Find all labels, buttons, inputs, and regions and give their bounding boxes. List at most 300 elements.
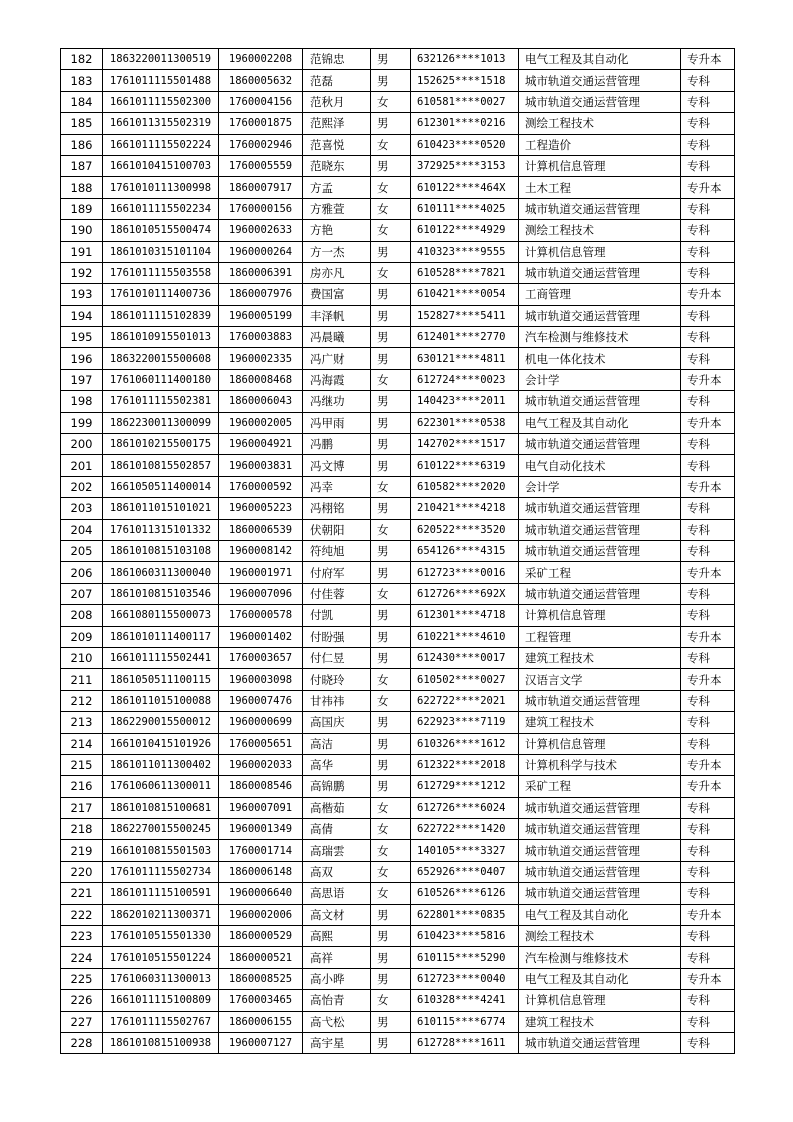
student-name-cell: 甘祎祎 <box>303 690 371 711</box>
student-number-cell: 1960002005 <box>219 412 303 433</box>
row-index-cell: 207 <box>61 583 103 604</box>
major-cell: 工程造价 <box>519 134 681 155</box>
student-number-cell: 1960002335 <box>219 348 303 369</box>
education-level-cell: 专科 <box>681 327 735 348</box>
major-cell: 计算机科学与技术 <box>519 754 681 775</box>
education-level-cell: 专升本 <box>681 754 735 775</box>
education-level-cell: 专升本 <box>681 284 735 305</box>
row-index-cell: 204 <box>61 519 103 540</box>
exam-number-cell: 1862290015500012 <box>103 712 219 733</box>
gender-cell: 男 <box>371 562 411 583</box>
exam-number-cell: 1761010515501224 <box>103 947 219 968</box>
student-number-cell: 1760003657 <box>219 647 303 668</box>
student-name-cell: 高倩 <box>303 819 371 840</box>
major-cell: 建筑工程技术 <box>519 647 681 668</box>
table-row <box>61 968 735 989</box>
student-name-cell: 高小晔 <box>303 968 371 989</box>
student-number-cell: 1960005199 <box>219 305 303 326</box>
gender-cell: 男 <box>371 155 411 176</box>
student-name-cell: 费国富 <box>303 284 371 305</box>
table-row <box>61 990 735 1011</box>
major-cell: 计算机信息管理 <box>519 990 681 1011</box>
table-row <box>61 70 735 91</box>
student-number-cell: 1960007096 <box>219 583 303 604</box>
gender-cell: 男 <box>371 733 411 754</box>
table-row <box>61 262 735 283</box>
major-cell: 汉语言文学 <box>519 669 681 690</box>
student-number-cell: 1760004156 <box>219 91 303 112</box>
row-index-cell: 222 <box>61 904 103 925</box>
table-row <box>61 241 735 262</box>
id-number-cell: 622801****0835 <box>411 904 519 925</box>
row-index-cell: 225 <box>61 968 103 989</box>
exam-number-cell: 1861010515500474 <box>103 220 219 241</box>
major-cell: 采矿工程 <box>519 776 681 797</box>
row-index-cell: 212 <box>61 690 103 711</box>
education-level-cell: 专科 <box>681 797 735 818</box>
row-index-cell: 208 <box>61 605 103 626</box>
gender-cell: 女 <box>371 91 411 112</box>
student-number-cell: 1760003465 <box>219 990 303 1011</box>
major-cell: 城市轨道交通运营管理 <box>519 70 681 91</box>
gender-cell: 女 <box>371 262 411 283</box>
student-name-cell: 范晓东 <box>303 155 371 176</box>
exam-number-cell: 1863220011300519 <box>103 49 219 70</box>
table-row <box>61 498 735 519</box>
student-name-cell: 冯栩铭 <box>303 498 371 519</box>
student-name-cell: 冯鹏 <box>303 434 371 455</box>
gender-cell: 男 <box>371 926 411 947</box>
table-row <box>61 327 735 348</box>
student-number-cell: 1960005223 <box>219 498 303 519</box>
major-cell: 测绘工程技术 <box>519 926 681 947</box>
row-index-cell: 215 <box>61 754 103 775</box>
row-index-cell: 203 <box>61 498 103 519</box>
education-level-cell: 专科 <box>681 220 735 241</box>
gender-cell: 男 <box>371 947 411 968</box>
row-index-cell: 187 <box>61 155 103 176</box>
table-row <box>61 220 735 241</box>
table-row <box>61 113 735 134</box>
exam-number-cell: 1862270015500245 <box>103 819 219 840</box>
table-row <box>61 733 735 754</box>
major-cell: 城市轨道交通运营管理 <box>519 861 681 882</box>
student-name-cell: 冯海霞 <box>303 369 371 390</box>
gender-cell: 男 <box>371 626 411 647</box>
row-index-cell: 195 <box>61 327 103 348</box>
major-cell: 建筑工程技术 <box>519 1011 681 1032</box>
education-level-cell: 专科 <box>681 605 735 626</box>
education-level-cell: 专科 <box>681 840 735 861</box>
major-cell: 测绘工程技术 <box>519 113 681 134</box>
education-level-cell: 专科 <box>681 113 735 134</box>
education-level-cell: 专科 <box>681 583 735 604</box>
student-name-cell: 范熙泽 <box>303 113 371 134</box>
id-number-cell: 610423****5816 <box>411 926 519 947</box>
gender-cell: 女 <box>371 797 411 818</box>
exam-number-cell: 1861010815100681 <box>103 797 219 818</box>
exam-number-cell: 1761010111400736 <box>103 284 219 305</box>
student-list-table <box>60 48 735 1054</box>
student-number-cell: 1760005651 <box>219 733 303 754</box>
id-number-cell: 610221****4610 <box>411 626 519 647</box>
major-cell: 城市轨道交通运营管理 <box>519 840 681 861</box>
education-level-cell: 专科 <box>681 861 735 882</box>
table-row <box>61 926 735 947</box>
major-cell: 计算机信息管理 <box>519 733 681 754</box>
row-index-cell: 223 <box>61 926 103 947</box>
education-level-cell: 专升本 <box>681 626 735 647</box>
exam-number-cell: 1861010915501013 <box>103 327 219 348</box>
table-row <box>61 177 735 198</box>
exam-number-cell: 1861011115100591 <box>103 883 219 904</box>
student-name-cell: 付府军 <box>303 562 371 583</box>
id-number-cell: 620522****3520 <box>411 519 519 540</box>
education-level-cell: 专升本 <box>681 49 735 70</box>
id-number-cell: 140105****3327 <box>411 840 519 861</box>
major-cell: 电气自动化技术 <box>519 455 681 476</box>
row-index-cell: 220 <box>61 861 103 882</box>
major-cell: 城市轨道交通运营管理 <box>519 198 681 219</box>
exam-number-cell: 1861010815502857 <box>103 455 219 476</box>
table-row <box>61 712 735 733</box>
exam-number-cell: 1761011315101332 <box>103 519 219 540</box>
student-number-cell: 1960003831 <box>219 455 303 476</box>
student-name-cell: 范喜悦 <box>303 134 371 155</box>
student-name-cell: 高锦鹏 <box>303 776 371 797</box>
id-number-cell: 612726****6024 <box>411 797 519 818</box>
exam-number-cell: 1861011015101021 <box>103 498 219 519</box>
student-name-cell: 方一杰 <box>303 241 371 262</box>
education-level-cell: 专科 <box>681 155 735 176</box>
exam-number-cell: 1861050511100115 <box>103 669 219 690</box>
student-name-cell: 高华 <box>303 754 371 775</box>
table-row <box>61 904 735 925</box>
row-index-cell: 218 <box>61 819 103 840</box>
student-name-cell: 高怡青 <box>303 990 371 1011</box>
row-index-cell: 198 <box>61 391 103 412</box>
student-number-cell: 1760002946 <box>219 134 303 155</box>
exam-number-cell: 1761010515501330 <box>103 926 219 947</box>
table-row <box>61 348 735 369</box>
table-row <box>61 412 735 433</box>
exam-number-cell: 1861060311300040 <box>103 562 219 583</box>
gender-cell: 男 <box>371 1032 411 1053</box>
gender-cell: 女 <box>371 669 411 690</box>
row-index-cell: 196 <box>61 348 103 369</box>
education-level-cell: 专科 <box>681 262 735 283</box>
table-row <box>61 840 735 861</box>
table-row <box>61 647 735 668</box>
table-row <box>61 947 735 968</box>
education-level-cell: 专科 <box>681 926 735 947</box>
student-number-cell: 1960000264 <box>219 241 303 262</box>
student-number-cell: 1960002208 <box>219 49 303 70</box>
gender-cell: 女 <box>371 861 411 882</box>
gender-cell: 男 <box>371 284 411 305</box>
table-row <box>61 605 735 626</box>
student-name-cell: 方孟 <box>303 177 371 198</box>
major-cell: 城市轨道交通运营管理 <box>519 540 681 561</box>
row-index-cell: 213 <box>61 712 103 733</box>
row-index-cell: 193 <box>61 284 103 305</box>
id-number-cell: 610502****0027 <box>411 669 519 690</box>
major-cell: 会计学 <box>519 476 681 497</box>
table-row <box>61 583 735 604</box>
student-name-cell: 伏朝阳 <box>303 519 371 540</box>
table-row <box>61 155 735 176</box>
table-row <box>61 91 735 112</box>
id-number-cell: 612301****0216 <box>411 113 519 134</box>
gender-cell: 女 <box>371 220 411 241</box>
exam-number-cell: 1861010315101104 <box>103 241 219 262</box>
row-index-cell: 182 <box>61 49 103 70</box>
id-number-cell: 630121****4811 <box>411 348 519 369</box>
exam-number-cell: 1661011115502224 <box>103 134 219 155</box>
student-name-cell: 冯文博 <box>303 455 371 476</box>
major-cell: 汽车检测与维修技术 <box>519 327 681 348</box>
student-name-cell: 付凯 <box>303 605 371 626</box>
student-number-cell: 1760005559 <box>219 155 303 176</box>
student-name-cell: 高熙 <box>303 926 371 947</box>
gender-cell: 男 <box>371 412 411 433</box>
id-number-cell: 610122****464X <box>411 177 519 198</box>
row-index-cell: 205 <box>61 540 103 561</box>
table-row <box>61 455 735 476</box>
student-name-cell: 高文材 <box>303 904 371 925</box>
student-name-cell: 冯甲雨 <box>303 412 371 433</box>
gender-cell: 男 <box>371 49 411 70</box>
id-number-cell: 612726****692X <box>411 583 519 604</box>
table-row <box>61 305 735 326</box>
major-cell: 城市轨道交通运营管理 <box>519 391 681 412</box>
row-index-cell: 201 <box>61 455 103 476</box>
gender-cell: 女 <box>371 476 411 497</box>
id-number-cell: 612728****1611 <box>411 1032 519 1053</box>
id-number-cell: 652926****0407 <box>411 861 519 882</box>
row-index-cell: 192 <box>61 262 103 283</box>
education-level-cell: 专科 <box>681 990 735 1011</box>
table-row <box>61 776 735 797</box>
row-index-cell: 190 <box>61 220 103 241</box>
exam-number-cell: 1761011115502767 <box>103 1011 219 1032</box>
id-number-cell: 622722****1420 <box>411 819 519 840</box>
row-index-cell: 216 <box>61 776 103 797</box>
exam-number-cell: 1861010815100938 <box>103 1032 219 1053</box>
row-index-cell: 209 <box>61 626 103 647</box>
row-index-cell: 227 <box>61 1011 103 1032</box>
gender-cell: 女 <box>371 519 411 540</box>
id-number-cell: 612430****0017 <box>411 647 519 668</box>
gender-cell: 男 <box>371 455 411 476</box>
education-level-cell: 专科 <box>681 434 735 455</box>
education-level-cell: 专科 <box>681 134 735 155</box>
education-level-cell: 专科 <box>681 198 735 219</box>
exam-number-cell: 1661011315502319 <box>103 113 219 134</box>
student-name-cell: 高洁 <box>303 733 371 754</box>
gender-cell: 女 <box>371 177 411 198</box>
id-number-cell: 612729****1212 <box>411 776 519 797</box>
education-level-cell: 专升本 <box>681 177 735 198</box>
student-number-cell: 1860008468 <box>219 369 303 390</box>
row-index-cell: 224 <box>61 947 103 968</box>
student-number-cell: 1960001349 <box>219 819 303 840</box>
student-name-cell: 付晓玲 <box>303 669 371 690</box>
id-number-cell: 152625****1518 <box>411 70 519 91</box>
row-index-cell: 202 <box>61 476 103 497</box>
student-number-cell: 1860007976 <box>219 284 303 305</box>
exam-number-cell: 1661011115502441 <box>103 647 219 668</box>
major-cell: 城市轨道交通运营管理 <box>519 305 681 326</box>
student-number-cell: 1860006539 <box>219 519 303 540</box>
education-level-cell: 专科 <box>681 455 735 476</box>
education-level-cell: 专科 <box>681 819 735 840</box>
gender-cell: 男 <box>371 70 411 91</box>
student-number-cell: 1960006640 <box>219 883 303 904</box>
table-row <box>61 434 735 455</box>
exam-number-cell: 1661010415100703 <box>103 155 219 176</box>
id-number-cell: 654126****4315 <box>411 540 519 561</box>
id-number-cell: 610328****4241 <box>411 990 519 1011</box>
student-number-cell: 1860008525 <box>219 968 303 989</box>
education-level-cell: 专升本 <box>681 968 735 989</box>
student-name-cell: 高弋松 <box>303 1011 371 1032</box>
major-cell: 计算机信息管理 <box>519 241 681 262</box>
gender-cell: 女 <box>371 990 411 1011</box>
student-name-cell: 高思语 <box>303 883 371 904</box>
student-name-cell: 范秋月 <box>303 91 371 112</box>
table-row <box>61 690 735 711</box>
table-row <box>61 284 735 305</box>
exam-number-cell: 1862010211300371 <box>103 904 219 925</box>
student-number-cell: 1860006391 <box>219 262 303 283</box>
table-row <box>61 754 735 775</box>
row-index-cell: 188 <box>61 177 103 198</box>
education-level-cell: 专科 <box>681 305 735 326</box>
exam-number-cell: 1661011115502300 <box>103 91 219 112</box>
table-row <box>61 198 735 219</box>
education-level-cell: 专科 <box>681 712 735 733</box>
student-number-cell: 1860008546 <box>219 776 303 797</box>
student-name-cell: 高楷茹 <box>303 797 371 818</box>
table-body <box>61 49 735 1054</box>
exam-number-cell: 1661080115500073 <box>103 605 219 626</box>
exam-number-cell: 1661010415101926 <box>103 733 219 754</box>
id-number-cell: 612723****0040 <box>411 968 519 989</box>
exam-number-cell: 1861010815103108 <box>103 540 219 561</box>
major-cell: 城市轨道交通运营管理 <box>519 690 681 711</box>
gender-cell: 男 <box>371 904 411 925</box>
student-name-cell: 付仁昱 <box>303 647 371 668</box>
id-number-cell: 610111****4025 <box>411 198 519 219</box>
education-level-cell: 专科 <box>681 883 735 904</box>
student-number-cell: 1960004921 <box>219 434 303 455</box>
education-level-cell: 专升本 <box>681 776 735 797</box>
exam-number-cell: 1761060311300013 <box>103 968 219 989</box>
row-index-cell: 226 <box>61 990 103 1011</box>
education-level-cell: 专科 <box>681 540 735 561</box>
student-name-cell: 丰泽帆 <box>303 305 371 326</box>
education-level-cell: 专科 <box>681 1032 735 1053</box>
id-number-cell: 610526****6126 <box>411 883 519 904</box>
student-number-cell: 1960007476 <box>219 690 303 711</box>
row-index-cell: 184 <box>61 91 103 112</box>
row-index-cell: 199 <box>61 412 103 433</box>
major-cell: 城市轨道交通运营管理 <box>519 883 681 904</box>
row-index-cell: 183 <box>61 70 103 91</box>
student-number-cell: 1860005632 <box>219 70 303 91</box>
exam-number-cell: 1761011115501488 <box>103 70 219 91</box>
student-number-cell: 1860006155 <box>219 1011 303 1032</box>
id-number-cell: 142702****1517 <box>411 434 519 455</box>
table-row <box>61 391 735 412</box>
education-level-cell: 专科 <box>681 91 735 112</box>
student-number-cell: 1960001402 <box>219 626 303 647</box>
education-level-cell: 专科 <box>681 519 735 540</box>
exam-number-cell: 1661011115502234 <box>103 198 219 219</box>
exam-number-cell: 1661011115100809 <box>103 990 219 1011</box>
student-name-cell: 范锦忠 <box>303 49 371 70</box>
row-index-cell: 186 <box>61 134 103 155</box>
student-number-cell: 1960001971 <box>219 562 303 583</box>
id-number-cell: 140423****2011 <box>411 391 519 412</box>
id-number-cell: 612301****4718 <box>411 605 519 626</box>
major-cell: 会计学 <box>519 369 681 390</box>
table-row <box>61 1032 735 1053</box>
row-index-cell: 191 <box>61 241 103 262</box>
gender-cell: 女 <box>371 369 411 390</box>
exam-number-cell: 1861010815103546 <box>103 583 219 604</box>
id-number-cell: 210421****4218 <box>411 498 519 519</box>
exam-number-cell: 1861011011300402 <box>103 754 219 775</box>
major-cell: 计算机信息管理 <box>519 605 681 626</box>
gender-cell: 女 <box>371 134 411 155</box>
exam-number-cell: 1761011115502734 <box>103 861 219 882</box>
education-level-cell: 专科 <box>681 241 735 262</box>
id-number-cell: 610122****4929 <box>411 220 519 241</box>
student-name-cell: 付佳蓉 <box>303 583 371 604</box>
exam-number-cell: 1761060611300011 <box>103 776 219 797</box>
student-number-cell: 1760000592 <box>219 476 303 497</box>
id-number-cell: 610122****6319 <box>411 455 519 476</box>
exam-number-cell: 1861010215500175 <box>103 434 219 455</box>
gender-cell: 女 <box>371 883 411 904</box>
gender-cell: 女 <box>371 198 411 219</box>
row-index-cell: 206 <box>61 562 103 583</box>
student-number-cell: 1760000156 <box>219 198 303 219</box>
student-number-cell: 1860000521 <box>219 947 303 968</box>
exam-number-cell: 1761011115502381 <box>103 391 219 412</box>
row-index-cell: 228 <box>61 1032 103 1053</box>
student-number-cell: 1760003883 <box>219 327 303 348</box>
education-level-cell: 专升本 <box>681 904 735 925</box>
education-level-cell: 专科 <box>681 348 735 369</box>
id-number-cell: 610582****2020 <box>411 476 519 497</box>
student-name-cell: 高双 <box>303 861 371 882</box>
gender-cell: 男 <box>371 540 411 561</box>
education-level-cell: 专科 <box>681 947 735 968</box>
id-number-cell: 612401****2770 <box>411 327 519 348</box>
row-index-cell: 219 <box>61 840 103 861</box>
education-level-cell: 专升本 <box>681 369 735 390</box>
gender-cell: 男 <box>371 327 411 348</box>
major-cell: 城市轨道交通运营管理 <box>519 434 681 455</box>
gender-cell: 男 <box>371 647 411 668</box>
table-row <box>61 134 735 155</box>
id-number-cell: 622923****7119 <box>411 712 519 733</box>
student-number-cell: 1960002633 <box>219 220 303 241</box>
gender-cell: 男 <box>371 1011 411 1032</box>
